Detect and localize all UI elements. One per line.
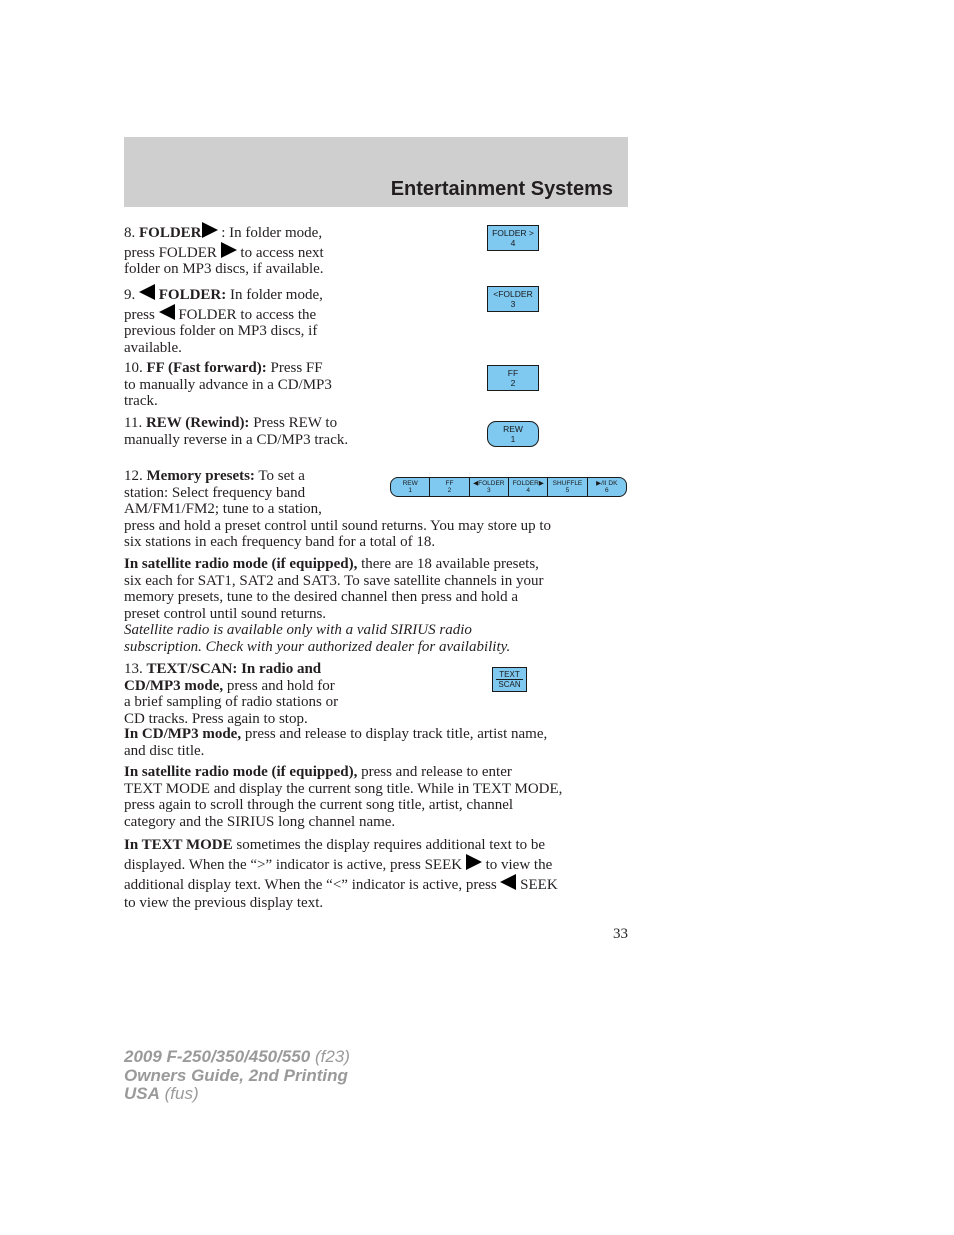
text: a brief sampling of radio stations or: [124, 694, 339, 711]
item-label: Memory presets:: [146, 468, 255, 484]
triangle-right-icon: [202, 222, 218, 238]
preset-number: 5: [565, 487, 570, 494]
text: press: [124, 306, 155, 323]
preset-button-6[interactable]: [588, 478, 626, 496]
folder-prev-button[interactable]: [487, 286, 539, 312]
preset-label: SHUFFLE: [552, 479, 583, 487]
footer-model: 2009 F-250/350/450/550: [124, 1047, 311, 1066]
button-number: 4: [510, 238, 516, 248]
item-number: 13.: [124, 661, 143, 677]
memory-preset-bar: [390, 477, 627, 497]
preset-button-4[interactable]: [509, 478, 548, 496]
preset-label: ▶/II DK: [596, 479, 618, 487]
paragraph-label: In satellite radio mode (if equipped),: [124, 764, 358, 780]
item-number: 9.: [124, 287, 136, 303]
text: six each for SAT1, SAT2 and SAT3. To save satellite channels in your: [124, 572, 544, 589]
text: press FOLDER: [124, 244, 217, 261]
text: available.: [124, 339, 182, 356]
text: Press FF: [270, 360, 323, 376]
button-number: 2: [510, 378, 516, 388]
folder-next-button[interactable]: [487, 225, 539, 251]
preset-label: FOLDER▶: [512, 479, 544, 487]
preset-button-3[interactable]: [470, 478, 509, 496]
availability-note: Satellite radio is available only with a valid SIRIUS radio: [124, 622, 472, 639]
footer: [124, 1048, 350, 1104]
text: In folder mode,: [230, 287, 323, 303]
cdmp3-mode-paragraph: [124, 726, 624, 759]
triangle-right-icon: [221, 242, 237, 258]
availability-note: subscription. Check with your authorized dealer for availability.: [124, 638, 511, 655]
text: sometimes the display requires additional text to be: [236, 837, 546, 853]
text: To set a: [258, 468, 305, 484]
item-number: 11.: [124, 415, 143, 431]
item-label: REW (Rewind):: [145, 415, 250, 431]
paragraph-label: In satellite radio mode (if equipped),: [124, 556, 358, 572]
text: folder on MP3 discs, if available.: [124, 261, 324, 278]
button-label: FOLDER >: [492, 228, 534, 238]
footer-line-3: [124, 1085, 350, 1104]
text: displayed. When the “>” indicator is active, press SEEK: [124, 857, 463, 873]
text: press and release to enter: [361, 764, 512, 780]
item-label: FOLDER:: [158, 287, 227, 303]
text: Press REW to: [253, 415, 338, 431]
text: six stations in each frequency band for a total of 18.: [124, 534, 436, 551]
button-label: REW: [503, 424, 523, 434]
text: to view the: [485, 857, 553, 873]
button-label: FF: [507, 368, 519, 378]
paragraph-label: In CD/MP3 mode,: [124, 726, 242, 742]
footer-code: (f23): [310, 1047, 350, 1066]
seek-left-icon: [500, 874, 516, 890]
text: and disc title.: [124, 742, 205, 759]
item-text-scan: [124, 661, 374, 727]
triangle-left-icon: [159, 304, 175, 320]
preset-number: 3: [487, 487, 491, 494]
item-number: 8.: [124, 225, 136, 241]
item-folder-prev: [124, 284, 374, 356]
text: category and the SIRIUS long channel name.: [124, 813, 396, 830]
footer-guide: Owners Guide, 2nd Printing: [124, 1065, 348, 1085]
text: to manually advance in a CD/MP3: [124, 376, 332, 393]
text-scan-button[interactable]: [492, 667, 527, 692]
footer-market: USA: [124, 1084, 160, 1103]
text: press and hold a preset control until sound returns. You may store up to: [124, 517, 552, 534]
text: there are 18 available presets,: [361, 556, 539, 572]
paragraph-label: In TEXT MODE: [124, 837, 233, 853]
text: station: Select frequency band: [124, 484, 306, 501]
text: to view the previous display text.: [124, 895, 324, 911]
text: memory presets, tune to the desired channel then press and hold a: [124, 589, 519, 606]
item-label: FOLDER: [139, 225, 202, 241]
page-number: 33: [613, 926, 628, 942]
item-number: 12.: [124, 468, 143, 484]
preset-button-2[interactable]: [430, 478, 469, 496]
preset-number: 6: [604, 487, 609, 494]
satellite-presets-paragraph: [124, 556, 624, 656]
text: SEEK: [520, 877, 558, 893]
text: additional display text. When the “<” indicator is active, press: [124, 877, 497, 893]
preset-number: 2: [447, 487, 452, 494]
satellite-text-paragraph: [124, 764, 624, 830]
rew-button[interactable]: [487, 421, 539, 447]
text: : In folder mode,: [221, 225, 323, 241]
button-label: TEXT: [499, 670, 520, 679]
preset-label: REW: [402, 479, 418, 487]
item-label: TEXT/SCAN: In radio and: [146, 661, 322, 677]
preset-label: ◀FOLDER: [473, 479, 505, 487]
item-label: CD/MP3 mode,: [124, 677, 224, 694]
section-header: [124, 137, 628, 207]
text: track.: [124, 393, 158, 410]
button-number: 3: [510, 299, 516, 309]
text-mode-paragraph: [124, 836, 624, 912]
text: FOLDER to access the: [178, 306, 317, 323]
text: TEXT MODE and display the current song title. While in TEXT MODE,: [124, 780, 563, 797]
button-number: 1: [510, 434, 516, 444]
footer-line-1: [124, 1048, 350, 1067]
item-ff: [124, 360, 374, 410]
ff-button[interactable]: [487, 365, 539, 391]
item-rew: [124, 415, 424, 448]
button-label: SCAN: [498, 680, 521, 689]
item-label: FF (Fast forward):: [146, 360, 267, 376]
preset-label: FF: [445, 479, 454, 487]
button-label: <FOLDER: [493, 289, 533, 299]
seek-right-icon: [466, 854, 482, 870]
preset-number: 4: [526, 487, 530, 494]
item-folder-next: [124, 222, 374, 278]
footer-line-2: [124, 1067, 350, 1086]
text: press and release to display track title, artist name,: [244, 726, 548, 742]
text: press again to scroll through the current song title, artist, channel: [124, 797, 514, 814]
text: manually reverse in a CD/MP3 track.: [124, 431, 349, 448]
text: previous folder on MP3 discs, if: [124, 323, 318, 340]
text: press and hold for: [226, 677, 335, 694]
preset-number: 1: [408, 487, 412, 494]
preset-button-5[interactable]: [548, 478, 587, 496]
footer-market-code: (fus): [159, 1084, 199, 1103]
section-title: Entertainment Systems: [390, 178, 613, 200]
text: CD tracks. Press again to stop.: [124, 710, 308, 727]
text: preset control until sound returns.: [124, 605, 327, 622]
text: to access next: [240, 244, 324, 261]
text: AM/FM1/FM2; tune to a station,: [124, 501, 322, 518]
triangle-left-icon: [139, 284, 155, 300]
item-number: 10.: [124, 360, 143, 376]
preset-button-1[interactable]: [391, 478, 430, 496]
